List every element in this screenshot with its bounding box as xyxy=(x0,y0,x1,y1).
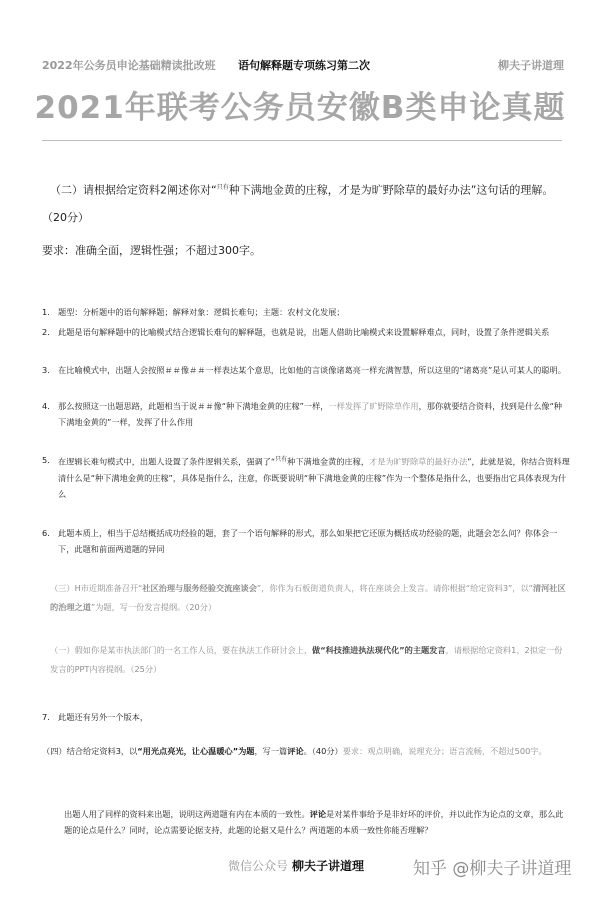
zhihu-watermark: 知乎 @柳夫子讲道理 xyxy=(413,859,572,879)
note-item: 4. 那么按照这一出题思路，此题相当于说＃＃像“种下满地金黄的庄稼”一样，一样发挥了旷野除草作用，那你就要结合资料，找到是什么像“种下满地金黄的”一样，发挥了什么作用 xyxy=(42,401,562,427)
note-item: 3. 在比喻模式中，出题人会按照＃＃像＃＃一样表达某个意思，比如他的言谈像诸葛亮一样充满智慧，所以这里的“诸葛亮”是认可某人的聪明。 xyxy=(42,365,566,375)
question-prompt: （二）请根据给定资料2阐述你对“$^{只有}$种下满地金黄的庄稼，才是为旷野除草的最好办法”这句话的理解。 xyxy=(50,183,554,197)
note-item: 2. 此题是语句解释题中的比喻模式结合逻辑长难句的解释题，也就是说，出题人借助比喻模式来设置解释难点，同时，设置了条件逻辑关系 xyxy=(42,327,550,337)
example-question-1: （一）假如你是某市执法部门的一名工作人员，要在执法工作研讨会上，做“科技推进执法现代化”的主题发言，请根据给定资料1、2拟定一份发言的PPT内容提纲。（25分） xyxy=(50,645,563,674)
header-course-name: 2022年公务员申论基础精读批改班 xyxy=(42,59,216,72)
footer-wechat-label: 微信公众号 柳夫子讲道理 xyxy=(228,859,365,873)
note-item: 1. 题型：分析题中的语句解释题；解释对象：逻辑长难句；主题：农村文化发展； xyxy=(42,307,345,317)
note-item: 5. 在逻辑长难句模式中，出题人设置了条件逻辑关系，强调了“$^{只有}$种下满地金黄的庄稼，才是为旷野除草的最好办法”，此就是说，你结合资料理清什么是“种下满地金黄的庄稼”，具体是指什么，注意，你既要说明“种下满地金黄的庄稼”作为一个整体是指什么，也要指出它具体表现为什么 xyxy=(42,455,570,499)
question-requirement: 要求：准确全面，逻辑性强；不超过300字。 xyxy=(42,244,261,257)
superscript-note: 只有 xyxy=(216,184,229,191)
page-title: 2021年联考公务员安徽B类申论真题 xyxy=(34,90,566,126)
header-author: 柳夫子讲道理 xyxy=(498,59,564,72)
summary-paragraph: 出题人用了同样的资料来出题，说明这两道题有内在本质的一致性。评论是对某件事给予是非好坏的评价，并以此作为论点的文章，那么此题的论点是什么？同时，论点需要论据支持，此题的论据又是什么？两道题的本质一致性你能否理解？ xyxy=(64,809,564,835)
title-divider xyxy=(42,140,562,141)
note-item: 6. 此题本质上，相当于总结概括成功经验的题，套了一个语句解释的形式，那么如果把它还原为概括成功经验的题，此题会怎么问？你体会一下，此题和前面两道题的异同 xyxy=(42,528,558,554)
example-question-4: （四）结合给定资料3，以“用光点亮光，让心温暖心”为题，写一篇评论。（40分）要求：观点明确，说理充分；语言流畅，不超过500字。 xyxy=(42,746,547,756)
question-score: （20分） xyxy=(42,211,89,224)
footer xyxy=(0,853,600,883)
note-item: 7. 此题还有另外一个版本， xyxy=(42,712,149,722)
example-question-3: （三）H市近期准备召开“社区治理与服务经验交流座谈会”，你作为石板街道负责人，将在座谈会上发言。请你根据“给定资料3”，以“清河社区的治理之道”为题，写一份发言提纲。（20分） xyxy=(50,583,566,612)
header-exercise-title: 语句解释题专项练习第二次 xyxy=(238,59,370,72)
